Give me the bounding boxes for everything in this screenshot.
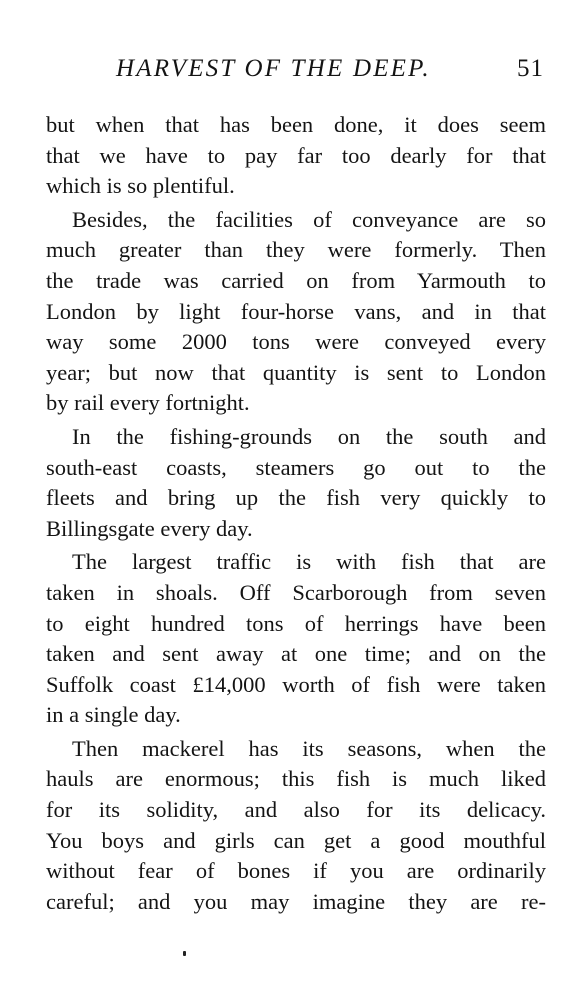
paragraph-2 <box>46 205 546 419</box>
text-line: hauls are enormous; this fish is much liked <box>46 766 546 792</box>
body-text <box>46 110 546 917</box>
page-number: 51 <box>517 55 544 82</box>
text-line: that we have to pay far too dearly for that <box>46 142 546 168</box>
paragraph-4 <box>46 547 546 731</box>
text-line: the trade was carried on from Yarmouth to <box>46 267 546 293</box>
text-line: south-east coasts, steamers go out to the <box>46 454 546 480</box>
running-head <box>48 52 548 86</box>
text-line: The largest traffic is with fish that are <box>72 549 546 575</box>
paragraph-1 <box>46 110 546 202</box>
text-line: way some 2000 tons were conveyed every <box>46 329 546 355</box>
text-line: careful; and you may imagine they are re- <box>46 888 546 914</box>
text-line: Billingsgate every day. <box>46 515 253 541</box>
text-line: but when that has been done, it does seem <box>46 112 546 137</box>
text-line: taken in shoals. Off Scarborough from seven <box>46 579 546 605</box>
text-line: You boys and girls can get a good mouthful <box>46 827 546 853</box>
text-line: much greater than they were formerly. Then <box>46 237 546 263</box>
text-line: for its solidity, and also for its delicacy. <box>46 797 546 823</box>
paragraph-3 <box>46 422 546 544</box>
ink-speck <box>183 951 186 956</box>
text-line: Suffolk coast £14,000 worth of fish were taken <box>46 671 546 697</box>
running-title: HARVEST OF THE DEEP. <box>116 55 431 82</box>
text-line: Then mackerel has its seasons, when the <box>72 735 546 761</box>
paragraph-5 <box>46 734 546 918</box>
text-line: fleets and bring up the fish very quickly to <box>46 485 546 511</box>
text-line: In the fishing-grounds on the south and <box>72 423 546 449</box>
text-line: year; but now that quantity is sent to London <box>46 359 546 385</box>
text-line: which is so plentiful. <box>46 173 235 199</box>
text-line: by rail every fortnight. <box>46 390 250 416</box>
text-line: London by light four-horse vans, and in that <box>46 298 546 324</box>
text-line: without fear of bones if you are ordinarily <box>46 858 546 884</box>
text-line: in a single day. <box>46 702 181 728</box>
text-line: taken and sent away at one time; and on the <box>46 641 546 667</box>
text-line: to eight hundred tons of herrings have been <box>46 610 546 636</box>
text-line: Besides, the facilities of conveyance are so <box>72 206 546 232</box>
